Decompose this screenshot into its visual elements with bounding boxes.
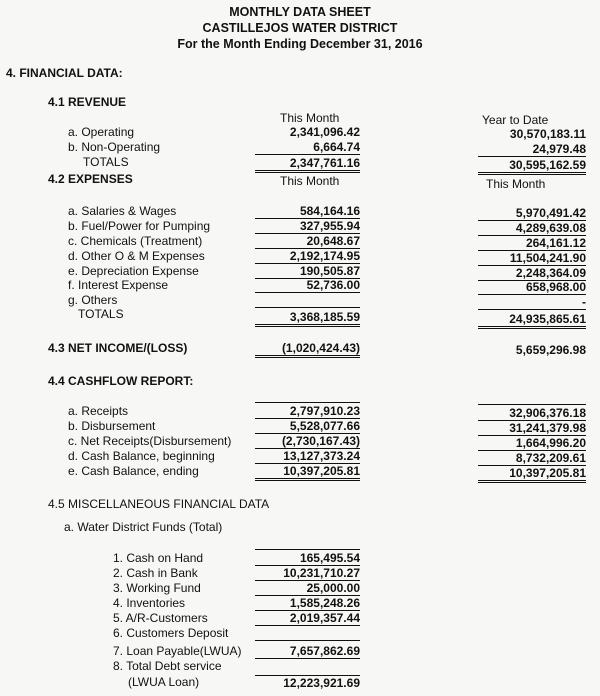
- expense-ytd-value: 4,289,639.08: [478, 221, 586, 236]
- fund-label: 3. Working Fund: [113, 581, 201, 595]
- revenue-col-ytd: Year to Date: [482, 113, 549, 127]
- cashflow-label: a. Receipts: [68, 404, 129, 418]
- fund-value: 25,000.00: [255, 581, 360, 596]
- expense-month-value: 52,736.00: [255, 278, 360, 293]
- fund-label: 6. Customers Deposit: [113, 626, 229, 640]
- cashflow-ytd-value: 32,906,376.18: [478, 406, 586, 421]
- fund-value: 12,223,921.69: [255, 675, 360, 690]
- expense-ytd-value: 2,248,364.09: [478, 266, 586, 281]
- cashflow-label: d. Cash Balance, beginning: [68, 449, 215, 463]
- fund-label: 1. Cash on Hand: [113, 551, 204, 565]
- fund-label: 4. Inventories: [113, 596, 186, 610]
- cashflow-ytd-top-rule: [478, 404, 586, 405]
- expense-month-value: 190,505.87: [255, 264, 360, 279]
- expenses-col-month: This Month: [280, 174, 340, 188]
- expense-month-value: 327,955.94: [255, 219, 360, 234]
- expense-label: g. Others: [68, 293, 118, 307]
- revenue-ytd-value: 24,979.48: [478, 142, 586, 157]
- expenses-col-ytd: This Month: [486, 177, 546, 191]
- expenses-month-total: 3,368,185.59: [255, 310, 360, 327]
- cashflow-ytd-value: 10,397,205.81: [478, 466, 586, 483]
- revenue-totals-label: TOTALS: [83, 155, 129, 169]
- fund-value: 1,585,248.26: [255, 596, 360, 611]
- expense-label: b. Fuel/Power for Pumping: [68, 219, 211, 233]
- revenue-label: b. Non-Operating: [68, 140, 161, 154]
- cashflow-month-value: 5,528,077.66: [255, 419, 360, 434]
- sheet-title: MONTHLY DATA SHEET: [229, 5, 371, 19]
- expense-label: a. Salaries & Wages: [68, 204, 177, 218]
- expense-label: f. Interest Expense: [68, 278, 169, 292]
- cashflow-month-value: 2,797,910.23: [255, 404, 360, 419]
- cashflow-label: c. Net Receipts(Disbursement): [68, 434, 232, 448]
- expense-month-value: 584,164.16: [255, 204, 360, 219]
- misc-top-rule: [255, 549, 360, 550]
- cashflow-heading: 4.4 CASHFLOW REPORT:: [48, 374, 194, 388]
- fund-label: 5. A/R-Customers: [113, 611, 208, 625]
- expense-month-value: [255, 293, 360, 308]
- net-income-ytd: 5,659,296.98: [515, 343, 586, 357]
- revenue-heading: 4.1 REVENUE: [48, 95, 127, 109]
- cashflow-month-top-rule: [255, 402, 360, 403]
- cashflow-ytd-value: 8,732,209.61: [478, 451, 586, 466]
- fund-label: 7. Loan Payable(LWUA): [113, 644, 242, 658]
- expense-month-value: 2,192,174.95: [255, 249, 360, 264]
- expense-label: e. Depreciation Expense: [68, 264, 199, 278]
- misc-subheading: a. Water District Funds (Total): [64, 520, 223, 534]
- expenses-heading: 4.2 EXPENSES: [48, 172, 133, 186]
- district-name: CASTILLEJOS WATER DISTRICT: [202, 21, 398, 35]
- fund-value: 7,657,862.69: [255, 644, 360, 659]
- section-heading: 4. FINANCIAL DATA:: [6, 66, 123, 80]
- cashflow-month-value: 13,127,373.24: [255, 449, 360, 464]
- expense-ytd-value: -: [478, 295, 586, 310]
- expense-label: d. Other O & M Expenses: [68, 249, 205, 263]
- fund-label: 2. Cash in Bank: [113, 566, 198, 580]
- cashflow-ytd-value: 1,664,996.20: [478, 436, 586, 451]
- fund-label: 8. Total Debt service: [113, 659, 222, 673]
- expense-ytd-value: 11,504,241.90: [478, 251, 586, 266]
- fund-value: [255, 626, 360, 641]
- cashflow-month-value: 10,397,205.81: [255, 464, 360, 481]
- revenue-month-value: 2,341,096.42: [289, 125, 360, 139]
- expense-ytd-value: 264,161.12: [478, 236, 586, 251]
- expense-month-value: 20,648.67: [255, 234, 360, 249]
- expenses-totals-label: TOTALS: [78, 307, 124, 321]
- cashflow-label: b. Disbursement: [68, 419, 156, 433]
- revenue-label: a. Operating: [68, 125, 135, 139]
- revenue-ytd-total: 30,595,162.59: [478, 158, 586, 175]
- expense-ytd-value: 658,968.00: [478, 280, 586, 295]
- fund-value: 165,495.54: [255, 551, 360, 566]
- expenses-ytd-total: 24,935,865.61: [478, 312, 586, 329]
- revenue-ytd-value: 30,570,183.11: [509, 127, 586, 141]
- fund-value: 2,019,357.44: [255, 611, 360, 626]
- net-income-heading: 4.3 NET INCOME/(LOSS): [48, 341, 188, 355]
- misc-heading: 4.5 MISCELLANEOUS FINANCIAL DATA: [48, 497, 270, 511]
- revenue-month-value: 6,664.74: [255, 140, 360, 155]
- expense-label: c. Chemicals (Treatment): [68, 234, 203, 248]
- revenue-month-total: 2,347,761.16: [255, 156, 360, 173]
- fund-value: 10,231,710.27: [255, 566, 360, 581]
- cashflow-label: e. Cash Balance, ending: [68, 464, 199, 478]
- cashflow-ytd-value: 31,241,379.98: [478, 421, 586, 436]
- fund-label: (LWUA Loan): [128, 675, 200, 689]
- report-period: For the Month Ending December 31, 2016: [177, 37, 423, 51]
- cashflow-month-value: (2,730,167.43): [255, 434, 360, 449]
- expense-ytd-value: 5,970,491.42: [478, 206, 586, 221]
- revenue-col-month: This Month: [280, 111, 340, 125]
- net-income-month: (1,020,424.43): [255, 341, 360, 358]
